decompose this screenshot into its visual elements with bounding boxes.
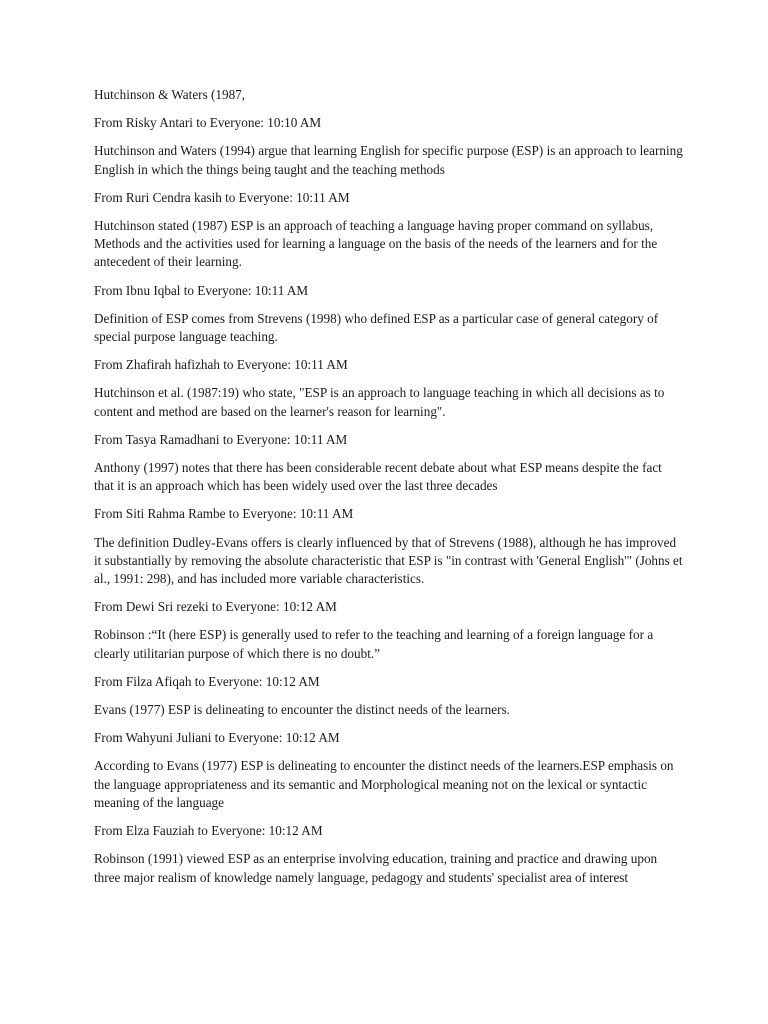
- chat-entry-text: Robinson :“It (here ESP) is generally used to refer to the teaching and learning of a foreign language for a clearly utilitarian purpose of which there is no doubt.”: [94, 627, 654, 661]
- chat-entry-header: From Elza Fauziah to Everyone: 10:12 AM: [94, 823, 323, 839]
- chat-entry-header: From Risky Antari to Everyone: 10:10 AM: [94, 115, 322, 131]
- chat-entry-text: Hutchinson et al. (1987:19) who state, "ESP is an approach to language teaching in which all decisions as to content and method are based on the learner's reason for learning".: [94, 385, 665, 419]
- chat-entry: [94, 114, 684, 179]
- chat-entry-header: From Filza Afiqah to Everyone: 10:12 AM: [94, 673, 320, 689]
- chat-entry-text: Robinson (1991) viewed ESP as an enterprise involving education, training and practice and drawing upon three major realism of knowledge namely language, pedagogy and students' specialist area of interest: [94, 851, 658, 885]
- chat-entry-header: From Siti Rahma Rambe to Everyone: 10:11 AM: [94, 506, 354, 522]
- chat-entry-header: From Dewi Sri rezeki to Everyone: 10:12 AM: [94, 599, 337, 615]
- chat-entry-text: According to Evans (1977) ESP is delineating to encounter the distinct needs of the learners.ESP emphasis on the language appropriateness and its semantic and Morphological meaning not on the lexical or syntactic meaning of the language: [94, 758, 674, 810]
- chat-entry-header: From Ibnu Iqbal to Everyone: 10:11 AM: [94, 282, 309, 298]
- chat-entry-text: Evans (1977) ESP is delineating to encounter the distinct needs of the learners.: [94, 702, 510, 718]
- chat-entry: [94, 431, 684, 496]
- chat-entry: [94, 356, 684, 421]
- chat-entry: [94, 282, 684, 347]
- chat-entry-text: Definition of ESP comes from Strevens (1998) who defined ESP as a particular case of general category of special purpose language teaching.: [94, 310, 659, 345]
- chat-entry: [94, 189, 684, 272]
- chat-entry: [94, 673, 684, 719]
- chat-entry-text: Anthony (1997) notes that there has been considerable recent debate about what ESP means despite the fact that it is an approach which has been widely used over the last three decades: [94, 460, 662, 494]
- document-title-line: Hutchinson & Waters (1987,: [94, 87, 246, 102]
- chat-entry: [94, 729, 684, 812]
- chat-entry: [94, 598, 684, 663]
- chat-entry-header: From Wahyuni Juliani to Everyone: 10:12 AM: [94, 730, 340, 746]
- chat-entry-header: From Zhafirah hafizhah to Everyone: 10:11 AM: [94, 357, 348, 373]
- chat-entry-header: From Ruri Cendra kasih to Everyone: 10:11 AM: [94, 189, 350, 205]
- chat-entry: [94, 822, 684, 887]
- chat-entry-text: Hutchinson stated (1987) ESP is an approach of teaching a language having proper command on syllabus, Methods and the activities used for learning a language on the basis of the needs of the learners and for the antecedent of their learning.: [94, 218, 658, 270]
- chat-entry-text: The definition Dudley-Evans offers is clearly influenced by that of Strevens (1988), although he has improved it substantially by removing the absolute characteristic that ESP is "in contrast with 'General English'" (Johns et al., 1991: 298), and has included more variable characteristics.: [94, 534, 683, 587]
- chat-entry-header: From Tasya Ramadhani to Everyone: 10:11 AM: [94, 431, 348, 447]
- document-page: [94, 86, 684, 897]
- chat-entry: [94, 505, 684, 588]
- chat-entry-text: Hutchinson and Waters (1994) argue that learning English for specific purpose (ESP) is an approach to learning English in which the things being taught and the teaching methods: [94, 143, 683, 177]
